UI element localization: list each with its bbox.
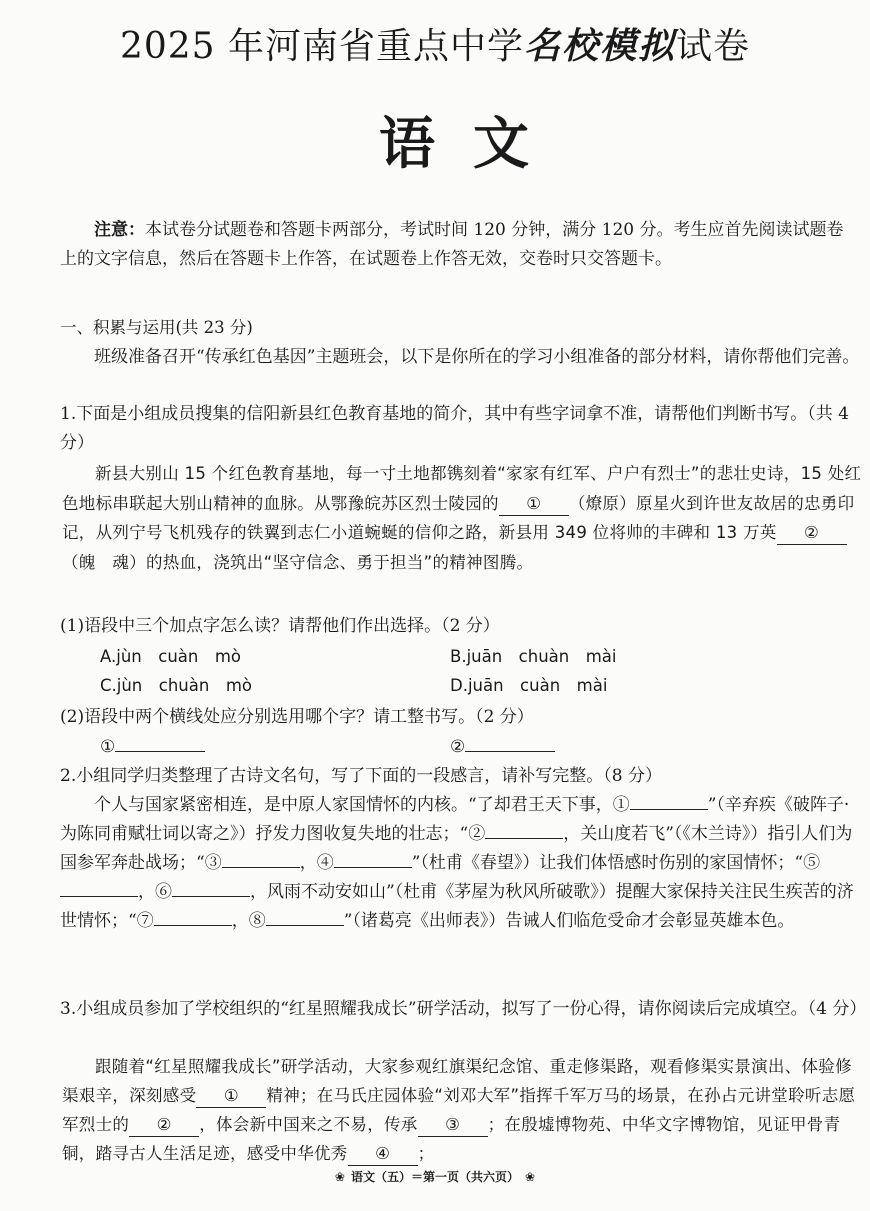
notice-text: 本试卷分试题卷和答题卡两部分，考试时间 120 分钟，满分 120 分。考生应首先阅读试题卷上的文字信息，然后在答题卡上作答，在试题卷上作答无效，交卷时只交答题卡。 bbox=[60, 220, 844, 269]
page-title bbox=[0, 18, 870, 69]
q2-blank-1[interactable] bbox=[630, 809, 708, 810]
q3-text-3: ，体会新中国来之不易，传承 bbox=[199, 1115, 418, 1134]
page-footer bbox=[0, 1168, 870, 1185]
option-d[interactable]: D.juān cuàn mài bbox=[450, 676, 608, 695]
q1-answer-1[interactable] bbox=[100, 733, 450, 762]
answer-1-line[interactable] bbox=[115, 751, 205, 752]
q1-blank-2[interactable]: ② bbox=[777, 522, 847, 545]
q2-text-1: 个人与国家紧密相连，是中原人家国情怀的内核。“了却君王天下事，① bbox=[94, 795, 630, 815]
section-intro: 班级准备召开“传承红色基因”主题班会，以下是你所在的学习小组准备的部分材料，请你帮他们完善。 bbox=[94, 347, 860, 367]
q2-text-8: ，⑧ bbox=[231, 911, 266, 931]
q3-blank-4[interactable]: ④ bbox=[348, 1143, 418, 1166]
q2-blank-5[interactable] bbox=[60, 896, 138, 897]
q3-passage bbox=[62, 1052, 862, 1168]
q3-text-2: 精神；在马氏庄园体验“刘邓大军”指挥千军万马的场景，在孙占元讲堂聆听志愿军烈士的 bbox=[62, 1086, 856, 1134]
q1-options bbox=[100, 642, 800, 700]
q2-blank-7[interactable] bbox=[154, 925, 232, 926]
notice-label: 注意： bbox=[94, 220, 145, 240]
q3-blank-2[interactable]: ② bbox=[129, 1114, 199, 1137]
q2-stem: 2.小组同学归类整理了古诗文名句，写了下面的一段感言，请补写完整。（8 分） bbox=[60, 766, 662, 786]
section-heading: 一、积累与运用(共 23 分) bbox=[60, 318, 253, 337]
q2-text-3: ，关山度若飞”（《木兰诗》）指引人们为国参军奔赴战场；“③ bbox=[60, 824, 853, 873]
answer-1-label: ① bbox=[100, 737, 116, 757]
option-b[interactable]: B.juān chuàn mài bbox=[450, 647, 617, 666]
q2-blank-4[interactable] bbox=[334, 867, 412, 868]
q3-blank-1[interactable]: ① bbox=[196, 1085, 266, 1108]
footer-text: 语文（五）＝第一页（共六页） bbox=[350, 1170, 519, 1184]
q1-answer-row bbox=[100, 733, 800, 762]
flower-icon-right: ❀ bbox=[525, 1170, 536, 1184]
q1-answer-2[interactable] bbox=[450, 733, 800, 762]
q2-blank-8[interactable] bbox=[266, 925, 344, 926]
q2-blank-2[interactable] bbox=[485, 838, 563, 839]
q3-text-5: ； bbox=[417, 1144, 435, 1163]
title-suffix: 试卷 bbox=[676, 26, 751, 67]
q2-text-6: ，⑥ bbox=[138, 882, 172, 902]
q2-passage bbox=[60, 791, 860, 936]
q3-stem: 3.小组成员参加了学校组织的“红星照耀我成长”研学活动，拟写了一份心得，请你阅读后完成填空。（4 分） bbox=[60, 999, 867, 1019]
notice-paragraph bbox=[60, 216, 860, 273]
option-c[interactable]: C.jùn chuàn mò bbox=[100, 676, 252, 695]
q2-text-7: ，风雨不动安如山”（杜甫《茅屋为秋风所破歌》）提醒大家保持关注民生疾苦的济世情怀；“⑦ bbox=[60, 882, 854, 931]
q1-blank-1[interactable]: ① bbox=[499, 493, 569, 516]
q2-blank-6[interactable] bbox=[172, 896, 250, 897]
title-prefix: 2025 年河南省重点中学 bbox=[119, 26, 525, 67]
q2-text-5: ”（杜甫《春望》）让我们体悟感时伤别的家国情怀；“⑤ bbox=[411, 853, 821, 873]
option-a[interactable]: A.jùn cuàn mò bbox=[100, 647, 242, 666]
q3-text-1: 跟随着“红星照耀我成长”研学活动，大家参观红旗渠纪念馆、重走修渠路，观看修渠实景演出、体验修渠艰辛，深刻感受 bbox=[62, 1057, 852, 1105]
q1-stem: 1.下面是小组成员搜集的信阳新县红色教育基地的简介，其中有些字词拿不准，请帮他们判断书写。（共 4 分） bbox=[60, 404, 849, 453]
q1-passage-a: 新县大别山 15 个红色教育基地，每一寸土地都镌刻着“家家有红军、户户有烈士”的悲壮史诗，15 处红色地标串联起大别山精神的血脉。从鄂豫皖苏区烈士陵园的 bbox=[62, 464, 862, 513]
title-brand: 名校模拟 bbox=[524, 25, 677, 67]
q1-passage-c: （魄 魂）的热血，浇筑出“坚守信念、勇于担当”的精神图腾。 bbox=[62, 552, 534, 572]
answer-2-label: ② bbox=[450, 737, 466, 757]
q2-text-2: ”（辛弃疾《破阵子·为陈同甫赋壮词以寄之》）抒发力图收复失地的壮志；“② bbox=[60, 795, 850, 844]
q1-passage bbox=[62, 459, 862, 577]
flower-icon-left: ❀ bbox=[334, 1170, 345, 1184]
q1-sub1: (1)语段中三个加点字怎么读？请帮他们作出选择。（2 分） bbox=[60, 616, 500, 636]
subject-heading: 语文 bbox=[379, 111, 567, 177]
q2-text-4: ，④ bbox=[299, 853, 334, 873]
q3-text-4: ；在殷墟博物苑、中华文字博物馆，见证甲骨青铜，踏寻古人生活足迹，感受中华优秀 bbox=[62, 1115, 841, 1163]
q3-blank-3[interactable]: ③ bbox=[418, 1114, 488, 1137]
q2-blank-3[interactable] bbox=[222, 867, 300, 868]
q1-sub2: (2)语段中两个横线处应分别选用哪个字？请工整书写。（2 分） bbox=[60, 707, 534, 727]
q1-passage-b: （燎原）原星火到许世友故居的忠勇印记，从列宁号飞机残存的铁翼到志仁小道蜿蜒的信仰之路，新县用 349 位将帅的丰碑和 13 万英 bbox=[62, 493, 855, 542]
q2-text-9: ”（诸葛亮《出师表》）告诫人们临危受命才会彰显英雄本色。 bbox=[343, 911, 795, 931]
answer-2-line[interactable] bbox=[465, 751, 555, 752]
